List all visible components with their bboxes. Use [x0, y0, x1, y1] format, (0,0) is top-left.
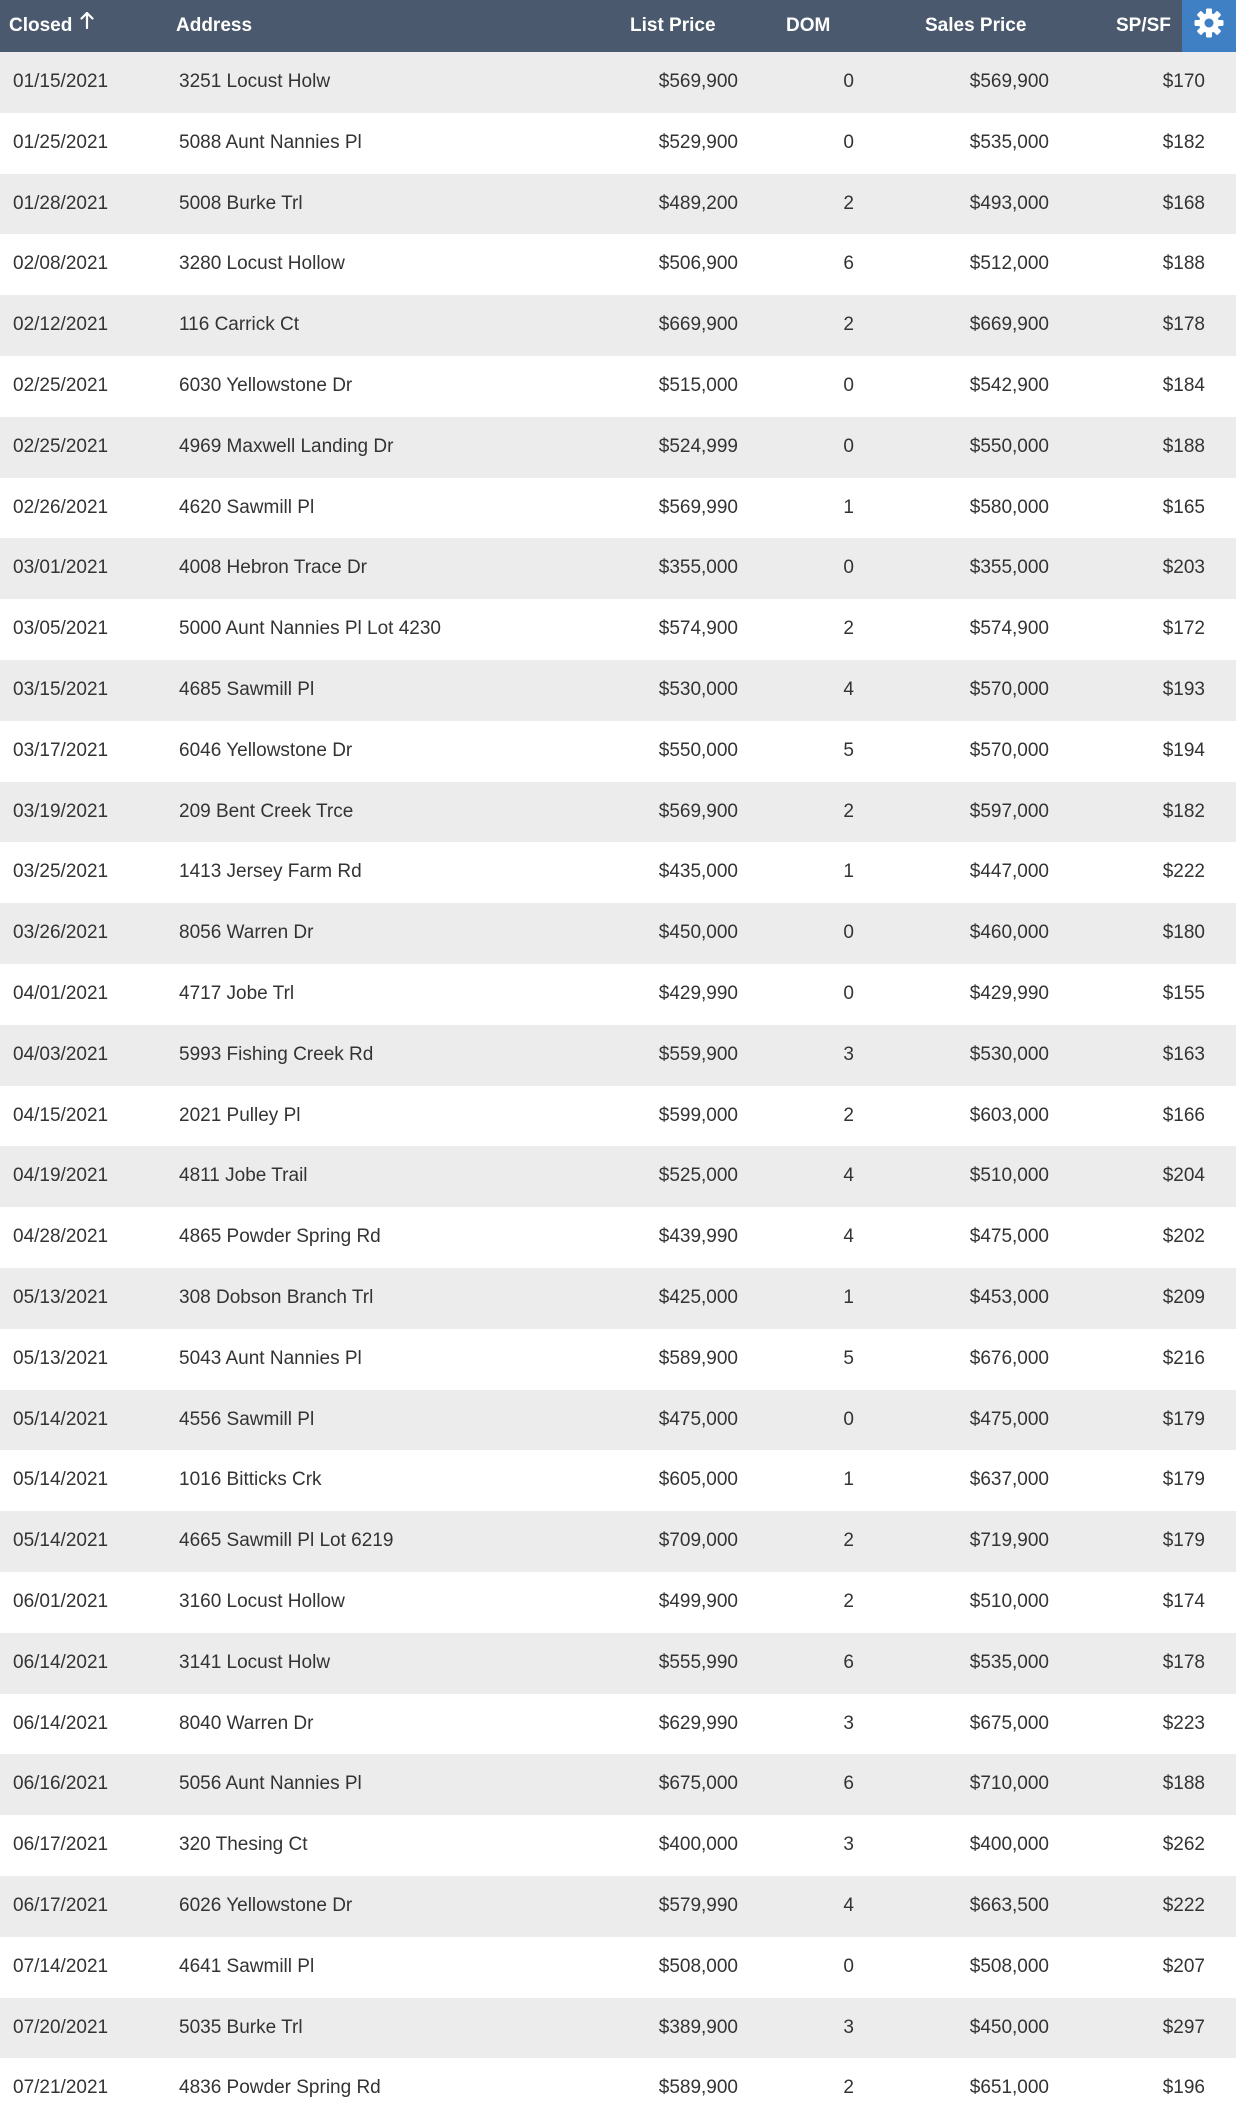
cell-address: 3141 Locust Holw: [179, 1651, 331, 1673]
cell-closed-date: 05/13/2021: [13, 1347, 109, 1369]
cell-sales-price: $400,000: [969, 1834, 1049, 1856]
cell-sales-price: $580,000: [969, 496, 1049, 518]
cell-closed-date: 04/01/2021: [13, 982, 109, 1004]
cell-sales-price: $550,000: [969, 435, 1049, 457]
table-row[interactable]: [0, 174, 1236, 235]
table-row[interactable]: [0, 721, 1236, 782]
cell-dom: 1: [843, 1469, 854, 1491]
cell-closed-date: 03/26/2021: [13, 922, 109, 944]
cell-sp-sf: $170: [1162, 71, 1205, 92]
cell-closed-date: 07/20/2021: [13, 2016, 109, 2038]
cell-list-price: $450,000: [658, 922, 738, 944]
cell-list-price: $429,990: [658, 982, 738, 1004]
cell-list-price: $529,900: [658, 131, 738, 153]
cell-sp-sf: $204: [1162, 1165, 1205, 1187]
cell-dom: 3: [843, 1834, 854, 1856]
cell-dom: 6: [843, 253, 854, 275]
cell-address: 3160 Locust Hollow: [179, 1590, 345, 1612]
cell-sales-price: $710,000: [969, 1773, 1049, 1795]
cell-closed-date: 05/14/2021: [13, 1408, 109, 1430]
table-row[interactable]: [0, 599, 1236, 660]
cell-sp-sf: $207: [1162, 1955, 1205, 1977]
cell-dom: 6: [843, 1651, 854, 1673]
table-row[interactable]: [0, 1633, 1236, 1694]
cell-list-price: $574,900: [658, 618, 738, 640]
table-row[interactable]: [0, 1754, 1236, 1815]
cell-sales-price: $510,000: [969, 1165, 1049, 1187]
cell-sales-price: $651,000: [969, 2077, 1049, 2099]
cell-address: 4685 Sawmill Pl: [179, 678, 315, 700]
cell-sales-price: $574,900: [969, 618, 1049, 640]
cell-closed-date: 01/15/2021: [13, 71, 109, 92]
cell-dom: 0: [843, 374, 854, 396]
cell-sales-price: $535,000: [969, 1651, 1049, 1673]
cell-sales-price: $450,000: [969, 2016, 1049, 2038]
cell-dom: 1: [843, 861, 854, 883]
cell-dom: 0: [843, 557, 854, 579]
cell-list-price: $675,000: [658, 1773, 738, 1795]
cell-closed-date: 03/17/2021: [13, 739, 109, 761]
cell-sales-price: $570,000: [969, 739, 1049, 761]
cell-dom: 3: [843, 1043, 854, 1065]
cell-sp-sf: $188: [1162, 1773, 1205, 1795]
cell-dom: 0: [843, 131, 854, 153]
cell-sales-price: $512,000: [969, 253, 1049, 275]
cell-address: 4008 Hebron Trace Dr: [179, 557, 367, 579]
cell-sp-sf: $182: [1162, 131, 1205, 153]
table-row[interactable]: [0, 113, 1236, 174]
cell-dom: 0: [843, 1408, 854, 1430]
cell-address: 4641 Sawmill Pl: [179, 1955, 315, 1977]
column-header-dom[interactable]: DOM: [786, 15, 831, 36]
cell-sp-sf: $194: [1162, 739, 1205, 761]
cell-sp-sf: $155: [1162, 982, 1205, 1004]
cell-sales-price: $493,000: [969, 192, 1049, 214]
cell-closed-date: 02/26/2021: [13, 496, 109, 518]
cell-list-price: $525,000: [658, 1165, 738, 1187]
cell-address: 4717 Jobe Trl: [179, 982, 295, 1004]
cell-dom: 4: [843, 1894, 854, 1916]
cell-list-price: $530,000: [658, 678, 738, 700]
cell-list-price: $605,000: [658, 1469, 738, 1491]
cell-sales-price: $429,990: [969, 982, 1049, 1004]
table-row[interactable]: [0, 1572, 1236, 1633]
cell-closed-date: 03/15/2021: [13, 678, 109, 700]
cell-sales-price: $355,000: [969, 557, 1049, 579]
cell-address: 4836 Powder Spring Rd: [179, 2077, 381, 2099]
cell-list-price: $475,000: [658, 1408, 738, 1430]
cell-sales-price: $663,500: [969, 1894, 1049, 1916]
cell-sales-price: $570,000: [969, 678, 1049, 700]
cell-sales-price: $475,000: [969, 1226, 1049, 1248]
cell-sp-sf: $297: [1162, 2016, 1205, 2038]
cell-address: 3280 Locust Hollow: [179, 253, 345, 275]
cell-sales-price: $719,900: [969, 1530, 1049, 1552]
cell-sp-sf: $203: [1162, 557, 1205, 579]
cell-closed-date: 03/19/2021: [13, 800, 109, 822]
cell-closed-date: 01/28/2021: [13, 192, 109, 214]
cell-closed-date: 05/14/2021: [13, 1530, 109, 1552]
table-row[interactable]: [0, 1694, 1236, 1755]
cell-address: 4620 Sawmill Pl: [179, 496, 315, 518]
cell-dom: 4: [843, 678, 854, 700]
table-row[interactable]: [0, 964, 1236, 1025]
cell-closed-date: 03/25/2021: [13, 861, 109, 883]
cell-sp-sf: $166: [1162, 1104, 1205, 1126]
cell-dom: 2: [843, 314, 854, 336]
column-header-address[interactable]: Address: [176, 15, 253, 36]
cell-address: 320 Thesing Ct: [179, 1834, 308, 1856]
cell-closed-date: 06/14/2021: [13, 1651, 109, 1673]
cell-sp-sf: $216: [1162, 1347, 1205, 1369]
cell-closed-date: 04/28/2021: [13, 1226, 109, 1248]
cell-sales-price: $535,000: [969, 131, 1049, 153]
cell-closed-date: 07/14/2021: [13, 1955, 109, 1977]
cell-address: 5088 Aunt Nannies Pl: [179, 131, 362, 153]
cell-list-price: $555,990: [658, 1651, 738, 1673]
table-row[interactable]: [0, 903, 1236, 964]
cell-sp-sf: $222: [1162, 861, 1205, 883]
cell-sales-price: $675,000: [969, 1712, 1049, 1734]
cell-list-price: $559,900: [658, 1043, 738, 1065]
cell-address: 4865 Powder Spring Rd: [179, 1226, 381, 1248]
table-header: [0, 0, 1236, 52]
cell-address: 5008 Burke Trl: [179, 192, 303, 214]
cell-closed-date: 03/01/2021: [13, 557, 109, 579]
cell-dom: 3: [843, 1712, 854, 1734]
cell-sales-price: $669,900: [969, 314, 1049, 336]
table-row[interactable]: [0, 234, 1236, 295]
cell-sales-price: $597,000: [969, 800, 1049, 822]
cell-sp-sf: $178: [1162, 1651, 1205, 1673]
cell-address: 116 Carrick Ct: [179, 314, 300, 336]
cell-address: 4665 Sawmill Pl Lot 6219: [179, 1530, 394, 1552]
cell-sales-price: $460,000: [969, 922, 1049, 944]
cell-list-price: $506,900: [658, 253, 738, 275]
column-header-sp-sf[interactable]: SP/SF: [1116, 15, 1171, 36]
cell-sales-price: $508,000: [969, 1955, 1049, 1977]
cell-sp-sf: $209: [1162, 1286, 1205, 1308]
table-row[interactable]: [0, 2058, 1236, 2119]
cell-closed-date: 06/17/2021: [13, 1894, 109, 1916]
table-row[interactable]: [0, 1815, 1236, 1876]
column-header-list-price[interactable]: List Price: [630, 15, 716, 36]
cell-sales-price: $603,000: [969, 1104, 1049, 1126]
cell-closed-date: 04/15/2021: [13, 1104, 109, 1126]
cell-dom: 2: [843, 1530, 854, 1552]
cell-sp-sf: $188: [1162, 253, 1205, 275]
table-row[interactable]: [0, 1511, 1236, 1572]
cell-list-price: $515,000: [658, 374, 738, 396]
cell-dom: 0: [843, 435, 854, 457]
table-row[interactable]: [0, 1025, 1236, 1086]
arrow-up-icon: [80, 0, 94, 50]
table-row[interactable]: [0, 782, 1236, 843]
cell-sales-price: $447,000: [969, 861, 1049, 883]
cell-closed-date: 06/16/2021: [13, 1773, 109, 1795]
cell-sales-price: $510,000: [969, 1590, 1049, 1612]
column-header-sales-price[interactable]: Sales Price: [925, 15, 1027, 36]
table-row[interactable]: [0, 1329, 1236, 1390]
cell-dom: 4: [843, 1165, 854, 1187]
cell-list-price: $550,000: [658, 739, 738, 761]
table-row[interactable]: [0, 417, 1236, 478]
cell-closed-date: 02/25/2021: [13, 435, 109, 457]
cell-address: 8056 Warren Dr: [179, 922, 314, 944]
cell-address: 5993 Fishing Creek Rd: [179, 1043, 374, 1065]
cell-list-price: $569,900: [658, 71, 738, 92]
cell-dom: 5: [843, 1347, 854, 1369]
cell-closed-date: 01/25/2021: [13, 131, 109, 153]
cell-closed-date: 02/08/2021: [13, 253, 109, 275]
table-row[interactable]: [0, 1390, 1236, 1451]
cell-sp-sf: $180: [1162, 922, 1205, 944]
cell-list-price: $589,900: [658, 1347, 738, 1369]
cell-dom: 2: [843, 618, 854, 640]
cell-sp-sf: $179: [1162, 1530, 1205, 1552]
cell-sp-sf: $184: [1162, 374, 1205, 396]
cell-sp-sf: $179: [1162, 1408, 1205, 1430]
cell-sp-sf: $193: [1162, 678, 1205, 700]
cell-dom: 2: [843, 2077, 854, 2099]
cell-dom: 2: [843, 192, 854, 214]
cell-address: 6030 Yellowstone Dr: [179, 374, 353, 396]
cell-sales-price: $475,000: [969, 1408, 1049, 1430]
table-row[interactable]: [0, 295, 1236, 356]
cell-sp-sf: $168: [1162, 192, 1205, 214]
cell-list-price: $489,200: [658, 192, 738, 214]
table-row[interactable]: [0, 1268, 1236, 1329]
cell-dom: 3: [843, 2016, 854, 2038]
table-row[interactable]: [0, 52, 1236, 113]
cell-address: 1016 Bitticks Crk: [179, 1469, 322, 1491]
cell-dom: 6: [843, 1773, 854, 1795]
cell-closed-date: 05/13/2021: [13, 1286, 109, 1308]
cell-list-price: $629,990: [658, 1712, 738, 1734]
cell-dom: 0: [843, 1955, 854, 1977]
cell-address: 209 Bent Creek Trce: [179, 800, 354, 822]
cell-sales-price: $530,000: [969, 1043, 1049, 1065]
cell-sp-sf: $188: [1162, 435, 1205, 457]
cell-sales-price: $676,000: [969, 1347, 1049, 1369]
table-row[interactable]: [0, 538, 1236, 599]
cell-sp-sf: $163: [1162, 1043, 1205, 1065]
cell-list-price: $579,990: [658, 1894, 738, 1916]
column-settings-button[interactable]: [1182, 0, 1236, 52]
cell-sp-sf: $202: [1162, 1226, 1205, 1248]
cell-sp-sf: $222: [1162, 1894, 1205, 1916]
cell-sales-price: $453,000: [969, 1286, 1049, 1308]
cell-sales-price: $637,000: [969, 1469, 1049, 1491]
cell-list-price: $389,900: [658, 2016, 738, 2038]
cell-list-price: $499,900: [658, 1590, 738, 1612]
table-row[interactable]: [0, 1207, 1236, 1268]
cell-dom: 2: [843, 1590, 854, 1612]
cell-sp-sf: $179: [1162, 1469, 1205, 1491]
table-row[interactable]: [0, 478, 1236, 539]
cell-address: 3251 Locust Holw: [179, 71, 331, 92]
table-row[interactable]: [0, 1998, 1236, 2059]
table-row[interactable]: [0, 1450, 1236, 1511]
cell-address: 5035 Burke Trl: [179, 2016, 303, 2038]
table-row[interactable]: [0, 1146, 1236, 1207]
cell-address: 1413 Jersey Farm Rd: [179, 861, 362, 883]
cell-address: 4969 Maxwell Landing Dr: [179, 435, 394, 457]
cell-address: 2021 Pulley Pl: [179, 1104, 301, 1126]
table-row[interactable]: [0, 1086, 1236, 1147]
cell-closed-date: 02/25/2021: [13, 374, 109, 396]
cell-sales-price: $569,900: [969, 71, 1049, 92]
cell-closed-date: 07/21/2021: [13, 2077, 109, 2099]
table-row[interactable]: [0, 1937, 1236, 1998]
cell-closed-date: 02/12/2021: [13, 314, 109, 336]
cell-address: 5056 Aunt Nannies Pl: [179, 1773, 362, 1795]
cell-address: 5000 Aunt Nannies Pl Lot 4230: [179, 618, 441, 640]
cell-sp-sf: $178: [1162, 314, 1205, 336]
column-header-closed-label: Closed: [9, 15, 73, 37]
cell-list-price: $589,900: [658, 2077, 738, 2099]
table-row[interactable]: [0, 356, 1236, 417]
cell-sales-price: $542,900: [969, 374, 1049, 396]
cell-dom: 0: [843, 71, 854, 92]
cell-list-price: $524,999: [658, 435, 738, 457]
gear-icon: [1193, 7, 1225, 45]
cell-address: 6046 Yellowstone Dr: [179, 739, 353, 761]
cell-sp-sf: $172: [1162, 618, 1205, 640]
cell-list-price: $435,000: [658, 861, 738, 883]
cell-list-price: $569,900: [658, 800, 738, 822]
cell-closed-date: 04/19/2021: [13, 1165, 109, 1187]
cell-list-price: $425,000: [658, 1286, 738, 1308]
cell-list-price: $400,000: [658, 1834, 738, 1856]
cell-sp-sf: $165: [1162, 496, 1205, 518]
cell-dom: 2: [843, 1104, 854, 1126]
cell-address: 6026 Yellowstone Dr: [179, 1894, 353, 1916]
cell-list-price: $508,000: [658, 1955, 738, 1977]
cell-list-price: $709,000: [658, 1530, 738, 1552]
cell-dom: 5: [843, 739, 854, 761]
cell-closed-date: 06/01/2021: [13, 1590, 109, 1612]
cell-address: 8040 Warren Dr: [179, 1712, 314, 1734]
cell-closed-date: 06/14/2021: [13, 1712, 109, 1734]
cell-list-price: $355,000: [658, 557, 738, 579]
cell-list-price: $599,000: [658, 1104, 738, 1126]
cell-closed-date: 04/03/2021: [13, 1043, 109, 1065]
cell-sp-sf: $174: [1162, 1590, 1205, 1612]
cell-dom: 0: [843, 922, 854, 944]
table-body: [0, 52, 1236, 2119]
cell-address: 4811 Jobe Trail: [179, 1165, 308, 1187]
cell-list-price: $439,990: [658, 1226, 738, 1248]
cell-list-price: $569,990: [658, 496, 738, 518]
table-row[interactable]: [0, 1876, 1236, 1937]
cell-closed-date: 06/17/2021: [13, 1834, 109, 1856]
table-row[interactable]: [0, 660, 1236, 721]
column-header-closed[interactable]: [9, 0, 94, 52]
cell-sp-sf: $223: [1162, 1712, 1205, 1734]
cell-closed-date: 03/05/2021: [13, 618, 109, 640]
table-row[interactable]: [0, 842, 1236, 903]
cell-list-price: $669,900: [658, 314, 738, 336]
cell-dom: 1: [843, 496, 854, 518]
cell-dom: 2: [843, 800, 854, 822]
cell-dom: 0: [843, 982, 854, 1004]
cell-sp-sf: $182: [1162, 800, 1205, 822]
cell-address: 5043 Aunt Nannies Pl: [179, 1347, 362, 1369]
cell-sp-sf: $196: [1162, 2077, 1205, 2099]
cell-sp-sf: $262: [1162, 1834, 1205, 1856]
cell-closed-date: 05/14/2021: [13, 1469, 109, 1491]
cell-dom: 4: [843, 1226, 854, 1248]
cell-address: 4556 Sawmill Pl: [179, 1408, 315, 1430]
cell-address: 308 Dobson Branch Trl: [179, 1286, 374, 1308]
cell-dom: 1: [843, 1286, 854, 1308]
